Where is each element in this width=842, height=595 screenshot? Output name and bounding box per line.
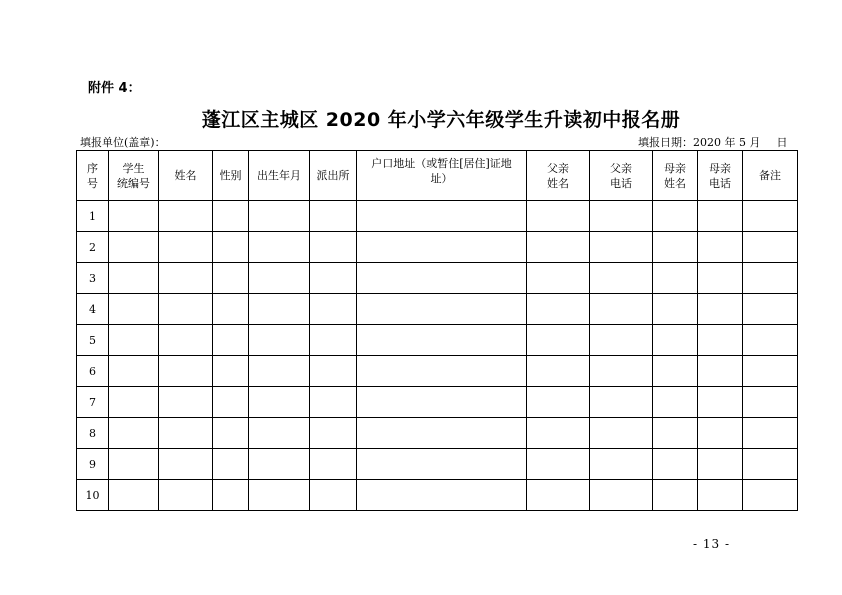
table-cell [213,449,249,480]
table-cell [213,263,249,294]
table-cell [357,325,527,356]
page-title: 蓬江区主城区 2020 年小学六年级学生升读初中报名册 [201,109,681,131]
column-header-line: 派出所 [316,169,350,182]
table-cell [653,356,698,387]
reporting-date-text: 填报日期：2020 年 5 月 [638,136,761,149]
table-cell [698,325,743,356]
table-cell [310,418,357,449]
table-cell [743,325,798,356]
table-cell [698,480,743,511]
table-cell [590,356,653,387]
column-header-line: 父亲 [610,161,632,175]
table-cell [590,387,653,418]
table-cell [249,294,310,325]
table-cell [743,418,798,449]
table-cell [527,387,590,418]
table-row [77,325,798,356]
column-header [698,151,743,201]
table-cell [743,356,798,387]
row-number: 8 [77,418,109,449]
column-header-line: 址） [430,172,453,185]
table-cell [357,480,527,511]
table-cell [653,418,698,449]
column-header-line: 号 [87,176,98,190]
row-number: 1 [77,201,109,232]
table-cell [249,232,310,263]
table-row [77,232,798,263]
table-cell [698,449,743,480]
table-cell [109,263,159,294]
table-cell [698,294,743,325]
table-cell [249,387,310,418]
row-number: 4 [77,294,109,325]
row-number: 2 [77,232,109,263]
table-row [77,449,798,480]
table-cell [590,480,653,511]
table-cell [527,480,590,511]
row-number: 6 [77,356,109,387]
table-cell [743,201,798,232]
table-cell [527,294,590,325]
column-header [310,151,357,201]
table-cell [249,325,310,356]
table-cell [310,294,357,325]
row-number: 9 [77,449,109,480]
table-row [77,387,798,418]
table-cell [653,263,698,294]
table-cell [698,232,743,263]
table-cell [109,387,159,418]
column-header-line: 母亲 [709,161,731,175]
table-cell [357,418,527,449]
table-cell [527,232,590,263]
table-cell [590,449,653,480]
table-cell [527,356,590,387]
table-cell [310,387,357,418]
table-cell [109,325,159,356]
table-cell [698,263,743,294]
table-cell [590,294,653,325]
table-cell [590,418,653,449]
table-cell [159,325,213,356]
page-number: - 13 - [693,537,731,551]
table-cell [249,263,310,294]
column-header [653,151,698,201]
table-cell [159,418,213,449]
column-header [159,151,213,201]
table-row [77,418,798,449]
column-header-line: 性别 [219,169,242,182]
column-header [590,151,653,201]
table-cell [743,294,798,325]
table-row [77,263,798,294]
table-cell [653,387,698,418]
row-number: 3 [77,263,109,294]
table-cell [698,356,743,387]
table-cell [527,263,590,294]
table-cell [743,232,798,263]
table-cell [213,418,249,449]
table-cell [653,325,698,356]
column-header [109,151,159,201]
column-header [213,151,249,201]
reporting-date-label [638,134,787,150]
table-cell [590,232,653,263]
table-cell [249,201,310,232]
table-cell [109,418,159,449]
table-cell [213,356,249,387]
column-header-line: 母亲 [664,161,686,175]
table-cell [653,232,698,263]
table-cell [159,480,213,511]
table-cell [310,449,357,480]
table-cell [357,356,527,387]
table-cell [590,263,653,294]
table-cell [109,294,159,325]
table-cell [653,449,698,480]
table-cell [213,480,249,511]
table-cell [743,387,798,418]
table-cell [109,201,159,232]
column-header-line: 统编号 [117,176,150,190]
table-cell [698,201,743,232]
table-cell [357,294,527,325]
table-row [77,294,798,325]
table-cell [249,449,310,480]
table-cell [743,449,798,480]
table-cell [743,263,798,294]
column-header-line: 电话 [610,176,632,190]
column-header-line: 姓名 [547,176,569,190]
column-header-line: 姓名 [174,169,197,182]
table-cell [357,263,527,294]
row-number: 7 [77,387,109,418]
table-cell [213,201,249,232]
table-body [77,201,798,511]
column-header-line: 学生 [122,161,145,175]
table-cell [109,449,159,480]
table-cell [590,201,653,232]
table-row [77,356,798,387]
table-cell [159,232,213,263]
table-cell [653,201,698,232]
table-cell [213,325,249,356]
table-cell [698,418,743,449]
column-header [743,151,798,201]
table-cell [213,294,249,325]
row-number: 5 [77,325,109,356]
table-cell [743,480,798,511]
table-cell [357,232,527,263]
table-cell [698,387,743,418]
table-cell [653,480,698,511]
table-cell [249,356,310,387]
table-cell [249,480,310,511]
table-cell [109,356,159,387]
table-cell [109,232,159,263]
table-cell [310,232,357,263]
table-header [77,151,798,201]
table-cell [590,325,653,356]
attachment-label: 附件 4： [88,81,141,96]
row-number: 10 [77,480,109,511]
table-cell [249,418,310,449]
header-row [77,151,798,201]
table-cell [527,201,590,232]
table-cell [357,201,527,232]
table-cell [159,263,213,294]
column-header-line: 出生年月 [257,169,301,182]
table-cell [310,263,357,294]
table-cell [310,356,357,387]
table-cell [159,356,213,387]
table-cell [159,387,213,418]
column-header [77,151,109,201]
column-header [527,151,590,201]
table-cell [109,480,159,511]
table-cell [653,294,698,325]
table-cell [159,449,213,480]
table-cell [310,480,357,511]
table-cell [159,294,213,325]
table-cell [213,387,249,418]
table-cell [527,449,590,480]
table-cell [310,201,357,232]
column-header-line: 户口地址（或暂住[居住]证地 [371,157,512,170]
table-cell [527,325,590,356]
table-row [77,480,798,511]
column-header-line: 备注 [759,169,781,182]
column-header-line: 父亲 [547,161,569,175]
reporting-date-day: 日 [776,136,788,149]
column-header-line: 电话 [709,176,731,190]
column-header-line: 序 [87,161,98,175]
reporting-unit-label: 填报单位(盖章)： [80,136,166,149]
table-row [77,201,798,232]
table-cell [213,232,249,263]
column-header-line: 姓名 [664,176,686,190]
table-cell [357,387,527,418]
registration-table [76,150,798,511]
table-cell [527,418,590,449]
table-cell [310,325,357,356]
table-cell [357,449,527,480]
table-cell [159,201,213,232]
column-header [357,151,527,201]
column-header [249,151,310,201]
